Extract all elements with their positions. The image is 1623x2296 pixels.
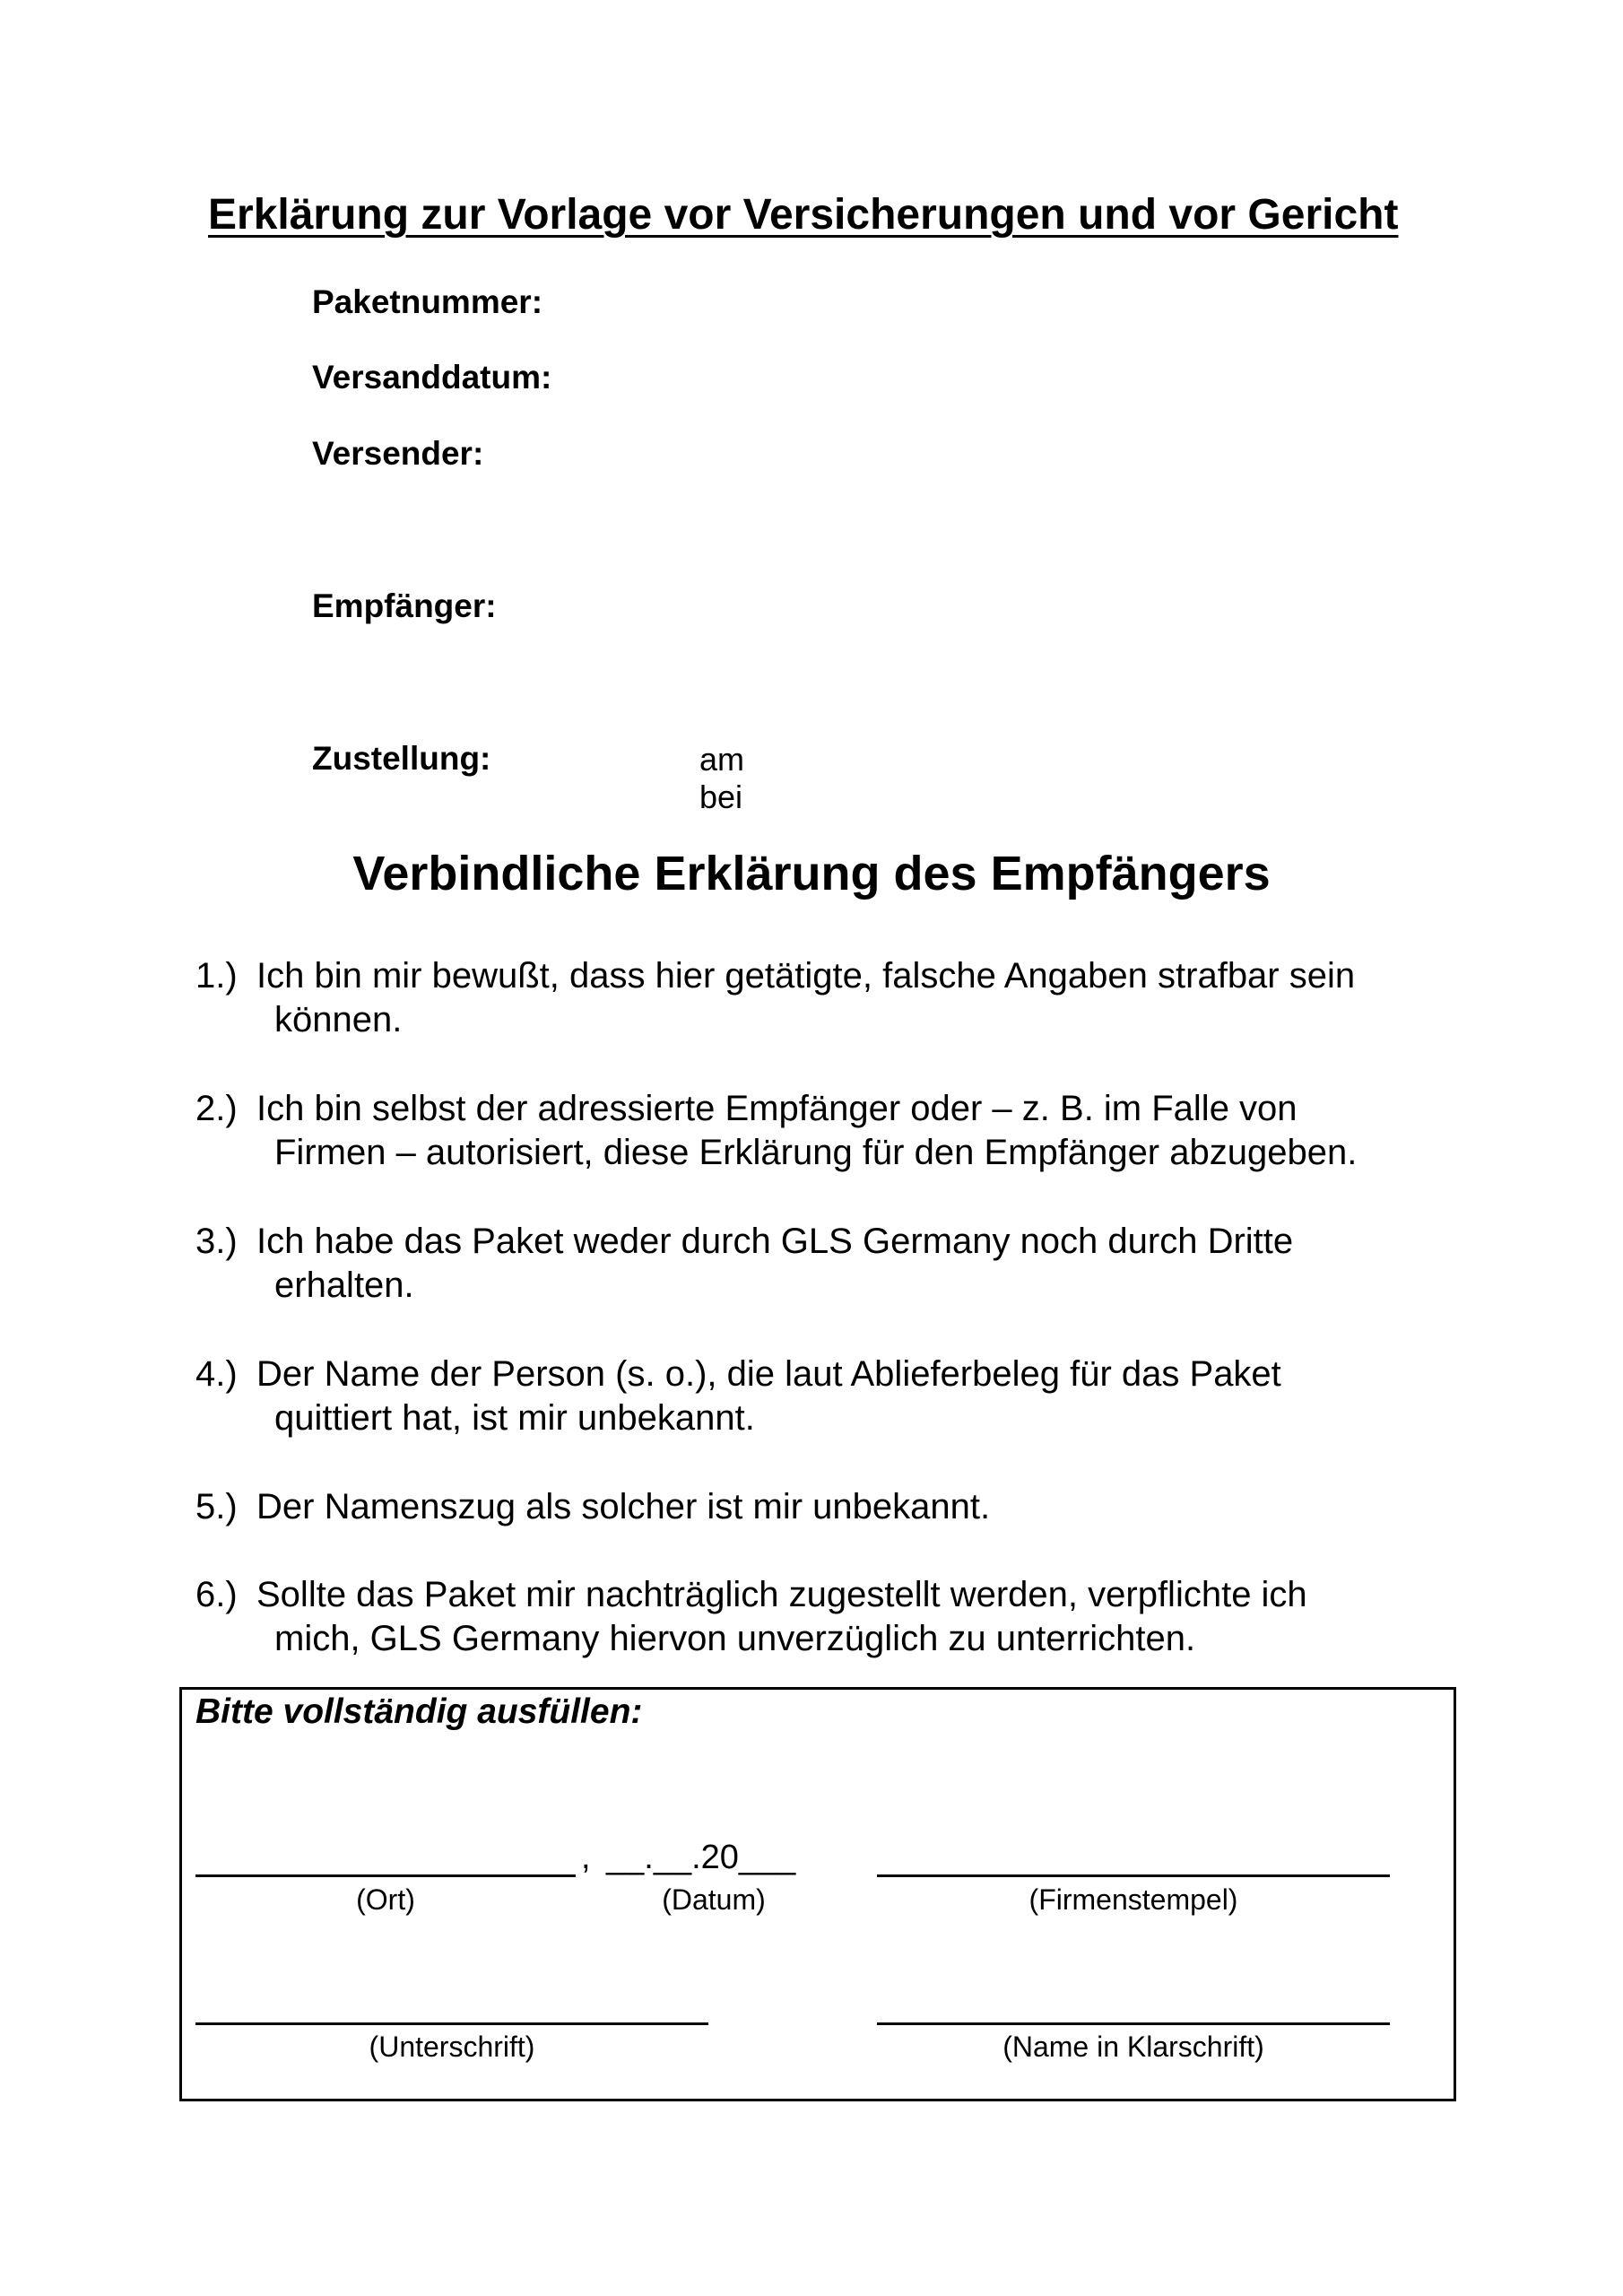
name-klarschrift-line[interactable] — [877, 2022, 1390, 2025]
item-number: 5.) — [195, 1487, 238, 1526]
caption-name-in-klarschrift: (Name in Klarschrift) — [1002, 2031, 1264, 2063]
item-text-continued: mich, GLS Germany hiervon unverzüglich zu unterrichten. — [274, 1619, 1196, 1658]
declaration-item-4 — [195, 1352, 1442, 1440]
label-zustellung: Zustellung: — [312, 740, 491, 777]
firmenstempel-line[interactable] — [877, 1874, 1390, 1877]
declaration-item-2 — [195, 1087, 1442, 1175]
date-field[interactable]: __.__.20___ — [606, 1839, 796, 1876]
item-text: Ich bin mir bewußt, dass hier getätigte, falsche Angaben strafbar sein — [256, 956, 1356, 996]
declaration-item-5 — [195, 1485, 1442, 1529]
declaration-heading: Verbindliche Erklärung des Empfängers — [352, 847, 1271, 900]
label-paketnummer: Paketnummer: — [312, 283, 543, 320]
form-heading: Bitte vollständig ausfüllen: — [195, 1692, 643, 1731]
item-text-continued: Firmen – autorisiert, diese Erklärung für den Empfänger abzugeben. — [274, 1133, 1358, 1172]
item-text: Ich bin selbst der adressierte Empfänger oder – z. B. im Falle von — [256, 1089, 1298, 1128]
item-text-continued: erhalten. — [274, 1265, 414, 1305]
item-text-continued: können. — [274, 1000, 403, 1039]
item-text: Der Name der Person (s. o.), die laut Ablieferbeleg für das Paket — [256, 1354, 1281, 1394]
item-text: Ich habe das Paket weder durch GLS Germany noch durch Dritte — [256, 1222, 1294, 1261]
item-number: 2.) — [195, 1089, 238, 1128]
caption-unterschrift: (Unterschrift) — [369, 2031, 535, 2063]
item-number: 6.) — [195, 1575, 238, 1614]
document-title: Erklärung zur Vorlage vor Versicherungen und vor Gericht — [208, 191, 1399, 239]
ort-line[interactable] — [195, 1874, 576, 1877]
caption-firmenstempel: (Firmenstempel) — [1028, 1883, 1238, 1916]
zustellung-am: am — [699, 741, 745, 778]
caption-datum: (Datum) — [662, 1883, 766, 1916]
declaration-item-3 — [195, 1220, 1442, 1308]
item-number: 1.) — [195, 956, 238, 996]
declaration-item-6 — [195, 1573, 1442, 1661]
item-number: 4.) — [195, 1354, 238, 1394]
declaration-item-1 — [195, 954, 1442, 1042]
unterschrift-line[interactable] — [195, 2022, 708, 2025]
caption-ort: (Ort) — [356, 1883, 415, 1916]
item-text: Der Namenszug als solcher ist mir unbekannt. — [256, 1487, 991, 1526]
comma-separator: , — [581, 1839, 591, 1876]
label-empfaenger: Empfänger: — [312, 587, 497, 624]
zustellung-bei: bei — [699, 778, 743, 815]
item-number: 3.) — [195, 1222, 238, 1261]
label-versanddatum: Versanddatum: — [312, 359, 552, 396]
label-versender: Versender: — [312, 435, 484, 472]
item-text-continued: quittiert hat, ist mir unbekannt. — [274, 1398, 755, 1438]
item-text: Sollte das Paket mir nachträglich zugestellt werden, verpflichte ich — [256, 1575, 1307, 1614]
